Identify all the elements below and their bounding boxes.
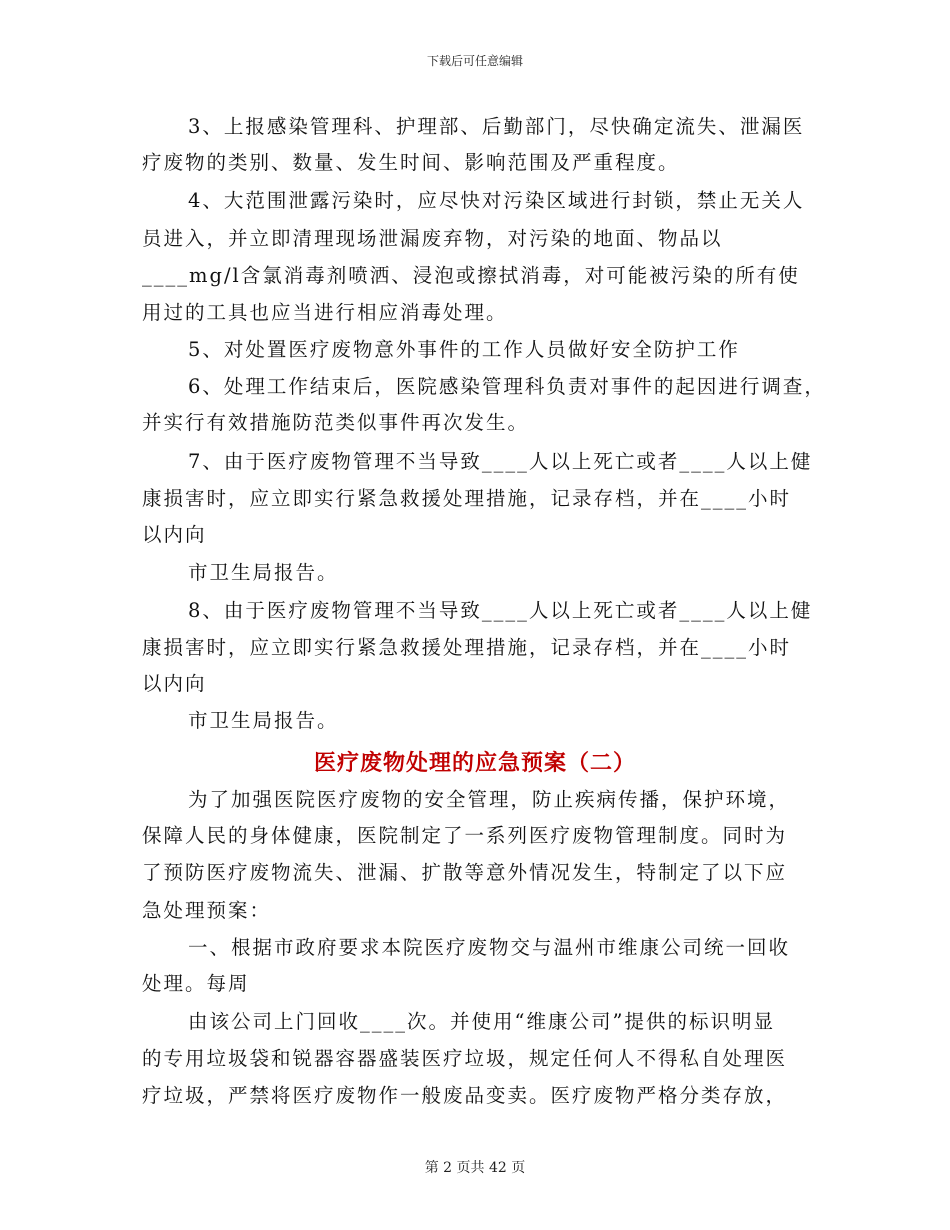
text-line: 以内向 [142, 672, 207, 695]
text-line: 了预防医疗废物流失、泄漏、扩散等意外情况发生，特制定了以下应 [142, 861, 788, 884]
text-line: ____mg/l含氯消毒剂喷洒、浸泡或擦拭消毒，对可能被污染的所有使 [142, 264, 800, 287]
text-line: 7、由于医疗废物管理不当导致____人以上死亡或者____人以上健 [188, 450, 813, 473]
text-line: 处理。每周 [142, 972, 250, 995]
text-line: 康损害时，应立即实行紧急救援处理措施，记录存档，并在____小时 [142, 636, 792, 659]
text-line: 并实行有效措施防范类似事件再次发生。 [142, 411, 530, 434]
text-line: 由该公司上门回收____次。并使用“维康公司”提供的标识明显 [188, 1010, 775, 1033]
text-line: 8、由于医疗废物管理不当导致____人以上死亡或者____人以上健 [188, 599, 813, 622]
text-line: 疗垃圾，严禁将医疗废物作一般废品变卖。医疗废物严格分类存放， [142, 1084, 788, 1107]
text-line: 保障人民的身体健康，医院制定了一系列医疗废物管理制度。同时为 [142, 824, 788, 847]
page-header: 下载后可任意编辑 [426, 54, 523, 68]
text-line: 6、处理工作结束后，医院感染管理科负责对事件的起因进行调查， [188, 375, 826, 398]
text-line: 为了加强医院医疗废物的安全管理，防止疾病传播，保护环境， [188, 788, 791, 811]
text-line: 疗废物的类别、数量、发生时间、影响范围及严重程度。 [142, 151, 680, 174]
text-line: 4、大范围泄露污染时，应尽快对污染区域进行封锁，禁止无关人 [188, 189, 805, 212]
text-line: 用过的工具也应当进行相应消毒处理。 [142, 301, 508, 324]
text-line: 3、上报感染管理科、护理部、后勤部门，尽快确定流失、泄漏医 [188, 115, 805, 138]
text-line: 市卫生局报告。 [188, 709, 339, 732]
text-line: 市卫生局报告。 [188, 561, 339, 584]
text-line: 康损害时，应立即实行紧急救援处理措施，记录存档，并在____小时 [142, 487, 792, 510]
text-line: 一、根据市政府要求本院医疗废物交与温州市维康公司统一回收 [188, 936, 791, 959]
text-line: 急处理预案： [142, 899, 272, 922]
text-line: 的专用垃圾袋和锐器容器盛装医疗垃圾，规定任何人不得私自处理医 [142, 1047, 788, 1070]
section-2-title: 医疗废物处理的应急预案（二） [313, 751, 636, 776]
text-line: 5、对处置医疗废物意外事件的工作人员做好安全防护工作 [188, 338, 740, 361]
text-line: 以内向 [142, 523, 207, 546]
page-footer: 第 2 页共 42 页 [424, 1160, 526, 1176]
text-line: 员进入，并立即清理现场泄漏废弃物，对污染的地面、物品以 [142, 227, 723, 250]
